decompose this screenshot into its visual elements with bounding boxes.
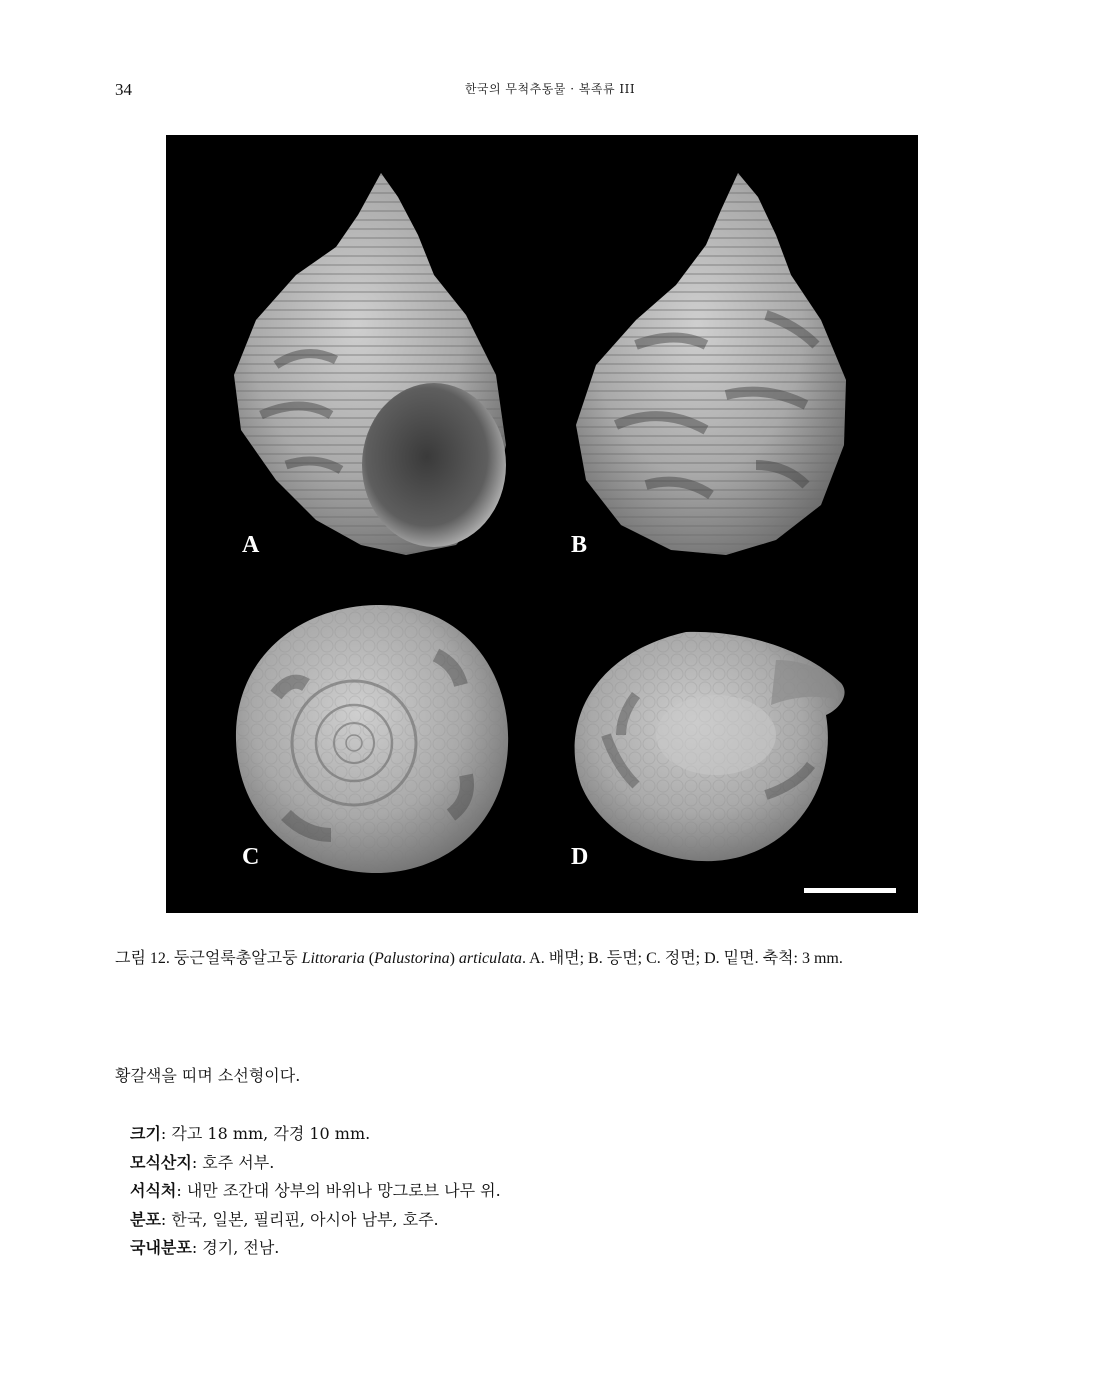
running-header: 한국의 무척추동물 · 복족류 III: [464, 82, 636, 96]
figure-plate: [166, 135, 918, 913]
panel-label-a: A: [242, 532, 260, 558]
fact-distribution: 분포: 한국, 일본, 필리핀, 아시아 남부, 호주.: [130, 1209, 439, 1229]
species-facts: [130, 1120, 501, 1263]
species-name: articulata: [458, 950, 523, 967]
shell-a: [234, 173, 506, 555]
figure-caption: 그림 12. 둥근얼룩총알고둥 Littoraria (Palustorina) articulata. A. 배면; B. 등면; C. 정면; D. 밑면. 축척: 3 mm.: [115, 950, 843, 967]
scale-bar: [804, 888, 896, 893]
fact-type-locality: 모식산지: 호주 서부.: [130, 1152, 275, 1172]
panel-label-d: D: [571, 844, 589, 870]
shell-c: [236, 605, 508, 873]
fact-size: 크기: 각고 18 mm, 각경 10 mm.: [130, 1124, 371, 1143]
species-description: 황갈색을 띠며 소선형이다.: [115, 1066, 301, 1085]
panel-label-c: C: [242, 844, 260, 870]
panel-label-b: B: [571, 532, 588, 558]
shell-b: [576, 173, 846, 555]
page-number: 34: [115, 80, 132, 99]
shell-d: [575, 632, 845, 861]
subgenus-name: Palustorina: [374, 950, 450, 967]
genus-name: Littoraria: [301, 950, 365, 967]
shell-photographs: [166, 135, 918, 913]
fact-habitat: 서식처: 내만 조간대 상부의 바위나 망그로브 나무 위.: [130, 1181, 501, 1200]
fact-domestic-distribution: 국내분포: 경기, 전남.: [130, 1238, 280, 1257]
